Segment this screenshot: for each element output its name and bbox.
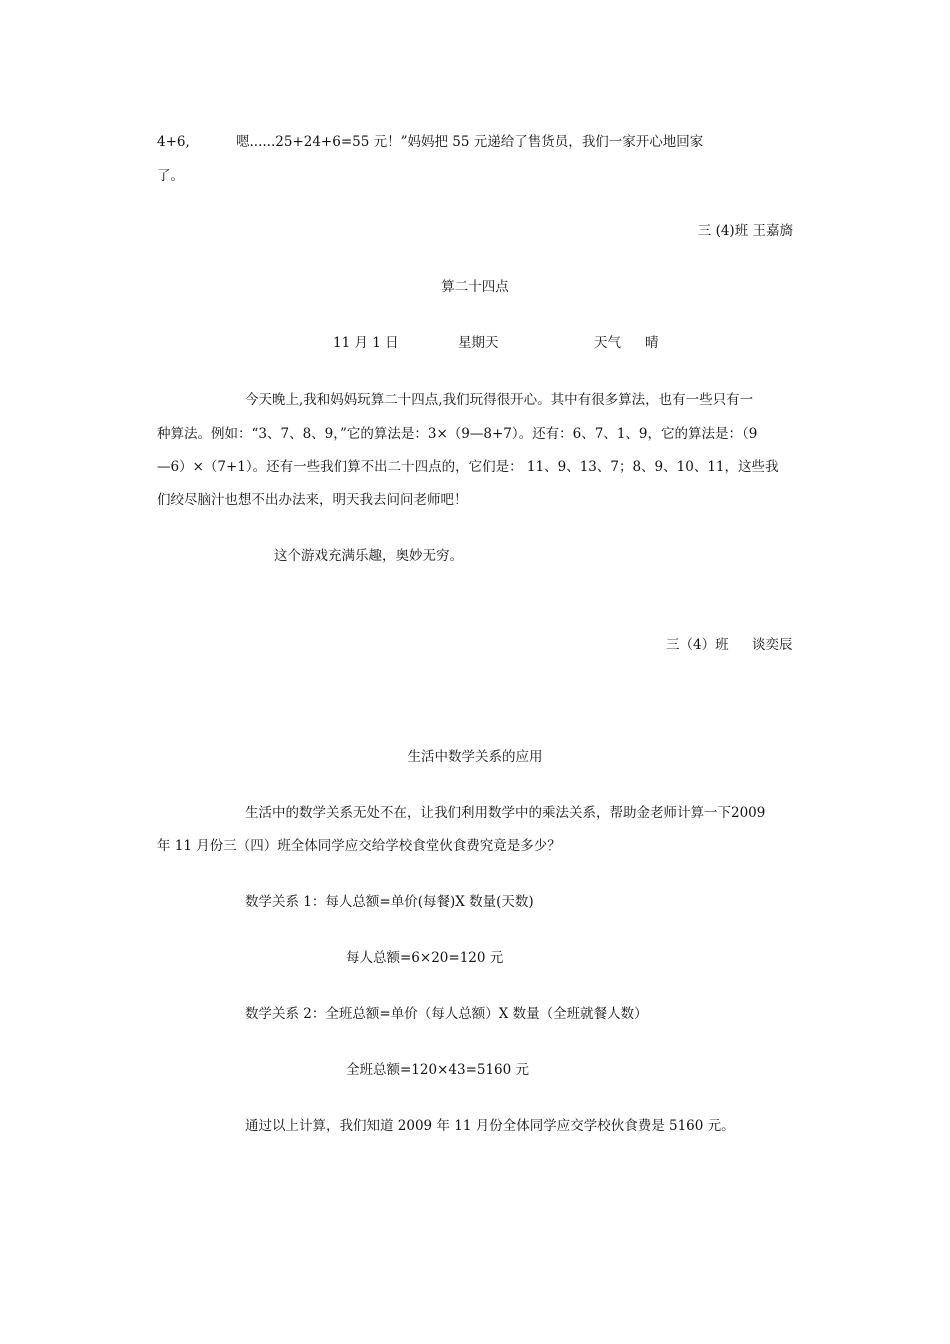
story2-paragraph-line: 种算法。例如：“3、7、8、9，”它的算法是：3×（9—8+7）。还有：6、7、1、9，它的算法是：（9 (157, 426, 758, 442)
story2-paragraph-line: —6）×（7+1）。还有一些我们算不出二十四点的，它们是： 11、9、13、7；8、9、10、11，这些我 (157, 459, 779, 475)
story2-weekday: 星期天 (458, 335, 499, 351)
story2-signature-name: 谈奕辰 (752, 637, 793, 653)
story3-intro-line: 生活中的数学关系无处不在，让我们利用数学中的乘法关系，帮助金老师计算一下2009 (245, 805, 766, 821)
story3-intro-line: 年 11 月份三（四）班全体同学应交给学校食堂伙食费究竟是多少？ (157, 838, 561, 854)
story2-title: 算二十四点 (441, 279, 509, 295)
story1-text-line: 了。 (157, 168, 184, 184)
story3-relation-1: 数学关系 1：每人总额=单价(每餐)X 数量(天数) (245, 894, 534, 910)
story3-calculation-2: 全班总额=120×43=5160 元 (346, 1062, 530, 1078)
story1-signature: 三 (4)班 王嘉旖 (697, 223, 793, 239)
story3-relation-2: 数学关系 2：全班总额=单价（每人总额）X 数量（全班就餐人数） (245, 1006, 648, 1022)
story2-signature-class: 三（4）班 (666, 637, 729, 653)
story2-paragraph-line: 今天晚上,我和妈妈玩算二十四点,我们玩得很开心。其中有很多算法，也有一些只有一 (245, 392, 754, 408)
story1-text-fragment: 4+6, (157, 134, 190, 150)
story3-title: 生活中数学关系的应用 (407, 749, 543, 765)
story1-text-line: 嗯......25+24+6=55 元！”妈妈把 55 元递给了售货员，我们一家开心地回家 (236, 134, 704, 150)
story2-date: 11 月 1 日 (333, 335, 399, 351)
story3-calculation-1: 每人总额=6×20=120 元 (346, 950, 504, 966)
story2-weather-value: 晴 (645, 335, 659, 351)
story2-weather-label: 天气 (594, 335, 621, 351)
story3-conclusion: 通过以上计算，我们知道 2009 年 11 月份全体同学应交学校伙食费是 5160 元。 (245, 1118, 735, 1134)
story2-closing-line: 这个游戏充满乐趣，奥妙无穷。 (274, 548, 463, 564)
story2-paragraph-line: 们绞尽脑汁也想不出办法来，明天我去问问老师吧！ (157, 492, 468, 508)
